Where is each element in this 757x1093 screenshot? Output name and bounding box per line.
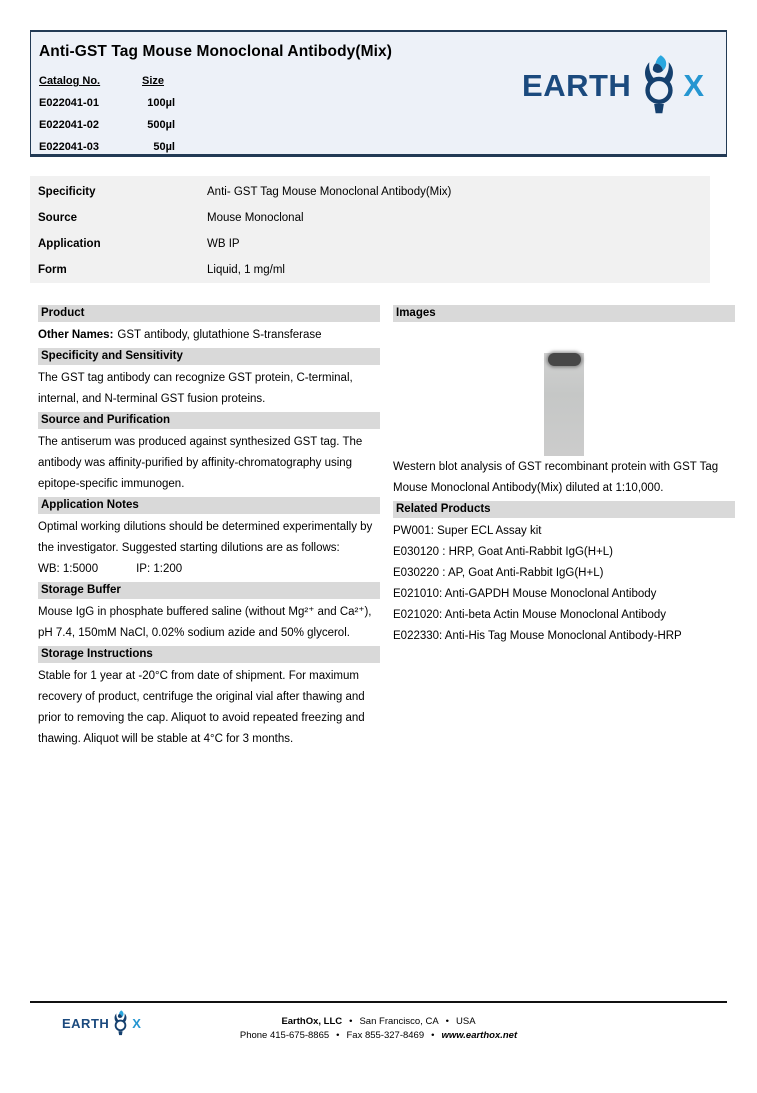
- western-blot-figure: [393, 353, 735, 457]
- related-product-item: PW001: Super ECL Assay kit: [393, 525, 542, 537]
- related-product-item: E021020: Anti-beta Actin Mouse Monoclonal Antibody: [393, 609, 666, 621]
- earthox-logo: [522, 54, 704, 118]
- summary-label: Form: [38, 264, 67, 276]
- company-country: USA: [456, 1016, 476, 1027]
- logo-earth-text: EARTH: [522, 68, 632, 103]
- summary-value: WB IP: [207, 238, 240, 250]
- specificity-text: The GST tag antibody can recognize GST protein, C-terminal, internal, and N-terminal GST fusion proteins.: [38, 372, 353, 405]
- related-product-item: E022330: Anti-His Tag Mouse Monoclonal Antibody-HRP: [393, 630, 682, 642]
- catalog-number: E022041-02: [39, 119, 99, 131]
- summary-value: Anti- GST Tag Mouse Monoclonal Antibody(Mix): [207, 186, 452, 198]
- dilution-row: [38, 559, 380, 580]
- bullet-separator: •: [349, 1016, 353, 1027]
- right-column: [393, 305, 735, 647]
- summary-table: [30, 176, 710, 283]
- summary-value: Liquid, 1 mg/ml: [207, 264, 285, 276]
- summary-label: Specificity: [38, 186, 96, 198]
- related-products-list: [393, 521, 735, 647]
- related-products-section-header: Related Products: [393, 501, 735, 518]
- other-names-line: [38, 325, 380, 346]
- western-blot-band: [548, 353, 581, 366]
- source-text: The antiserum was produced against synthesized GST tag. The antibody was affinity-purified by affinity-chromatography using epitope-specific immunogen.: [38, 436, 363, 490]
- storage-instructions-section-header: Storage Instructions: [38, 646, 380, 663]
- related-product-item: E030220 : AP, Goat Anti-Rabbit IgG(H+L): [393, 567, 604, 579]
- other-names-label: Other Names:: [38, 329, 114, 341]
- image-caption: Western blot analysis of GST recombinant protein with GST Tag Mouse Monoclonal Antibody(Mix) diluted at 1:10,000.: [393, 461, 719, 494]
- summary-label: Source: [38, 212, 77, 224]
- footer-divider: [30, 1001, 727, 1003]
- company-city: San Francisco, CA: [359, 1016, 439, 1027]
- bullet-separator: •: [431, 1029, 435, 1041]
- related-product-item: E021010: Anti-GAPDH Mouse Monoclonal Antibody: [393, 588, 657, 600]
- logo-x-text: X: [683, 68, 704, 103]
- logo-x-text: X: [132, 1016, 141, 1031]
- bullet-separator: •: [336, 1029, 340, 1041]
- logo-earth-text: EARTH: [62, 1016, 110, 1031]
- summary-row: [30, 205, 710, 231]
- source-section-header: Source and Purification: [38, 412, 380, 429]
- catalog-number: E022041-03: [39, 141, 99, 153]
- storage-buffer-text: Mouse IgG in phosphate buffered saline (without Mg²⁺ and Ca²⁺), pH 7.4, 150mM NaCl, 0.02% sodium azide and 50% glycerol.: [38, 606, 372, 639]
- wb-dilution: WB: 1:5000: [38, 563, 99, 575]
- catalog-size: 50µl: [153, 141, 175, 153]
- footer-line-2: [0, 1029, 757, 1043]
- fax-number: Fax 855-327-8469: [346, 1029, 425, 1041]
- ip-dilution: IP: 1:200: [136, 563, 183, 575]
- summary-value: Mouse Monoclonal: [207, 212, 304, 224]
- other-names-value: GST antibody, glutathione S-transferase: [117, 329, 322, 341]
- related-product-item: E030120 : HRP, Goat Anti-Rabbit IgG(H+L): [393, 546, 614, 558]
- product-section-header: Product: [38, 305, 380, 322]
- western-blot-lane: [544, 353, 584, 456]
- company-name: EarthOx, LLC: [281, 1016, 343, 1027]
- storage-buffer-section-header: Storage Buffer: [38, 582, 380, 599]
- storage-instructions-text: Stable for 1 year at -20°C from date of shipment. For maximum recovery of product, centrifuge the original vial after thawing and prior to removing the cap. Aliquot to avoid repeated freezing and thawing. Aliquot will be stable at 4°C for 3 months.: [38, 670, 365, 745]
- website-link: www.earthox.net: [441, 1029, 518, 1041]
- footer-contact-block: [0, 1015, 757, 1042]
- bullet-separator: •: [445, 1016, 449, 1027]
- summary-row: [30, 179, 710, 205]
- earthox-flask-icon: [637, 54, 681, 118]
- specificity-section-header: Specificity and Sensitivity: [38, 348, 380, 365]
- left-column: [38, 305, 380, 750]
- page-title: Anti-GST Tag Mouse Monoclonal Antibody(Mix): [39, 43, 393, 60]
- catalog-size: 100µl: [147, 97, 175, 109]
- images-section-header: Images: [393, 305, 735, 322]
- phone-number: Phone 415-675-8865: [239, 1029, 330, 1041]
- catalog-number: E022041-01: [39, 97, 99, 109]
- application-notes-text: Optimal working dilutions should be determined experimentally by the investigator. Suggested starting dilutions are as follows:: [38, 521, 373, 554]
- header-box: [30, 30, 727, 157]
- catalog-no-column-header: Catalog No.: [39, 75, 101, 87]
- catalog-size: 500µl: [147, 119, 175, 131]
- summary-label: Application: [38, 238, 101, 250]
- size-column-header: Size: [142, 75, 165, 87]
- application-notes-section-header: Application Notes: [38, 497, 380, 514]
- summary-row: [30, 257, 710, 283]
- catalog-row: [39, 136, 726, 158]
- footer-line-1: [0, 1015, 757, 1029]
- summary-row: [30, 231, 710, 257]
